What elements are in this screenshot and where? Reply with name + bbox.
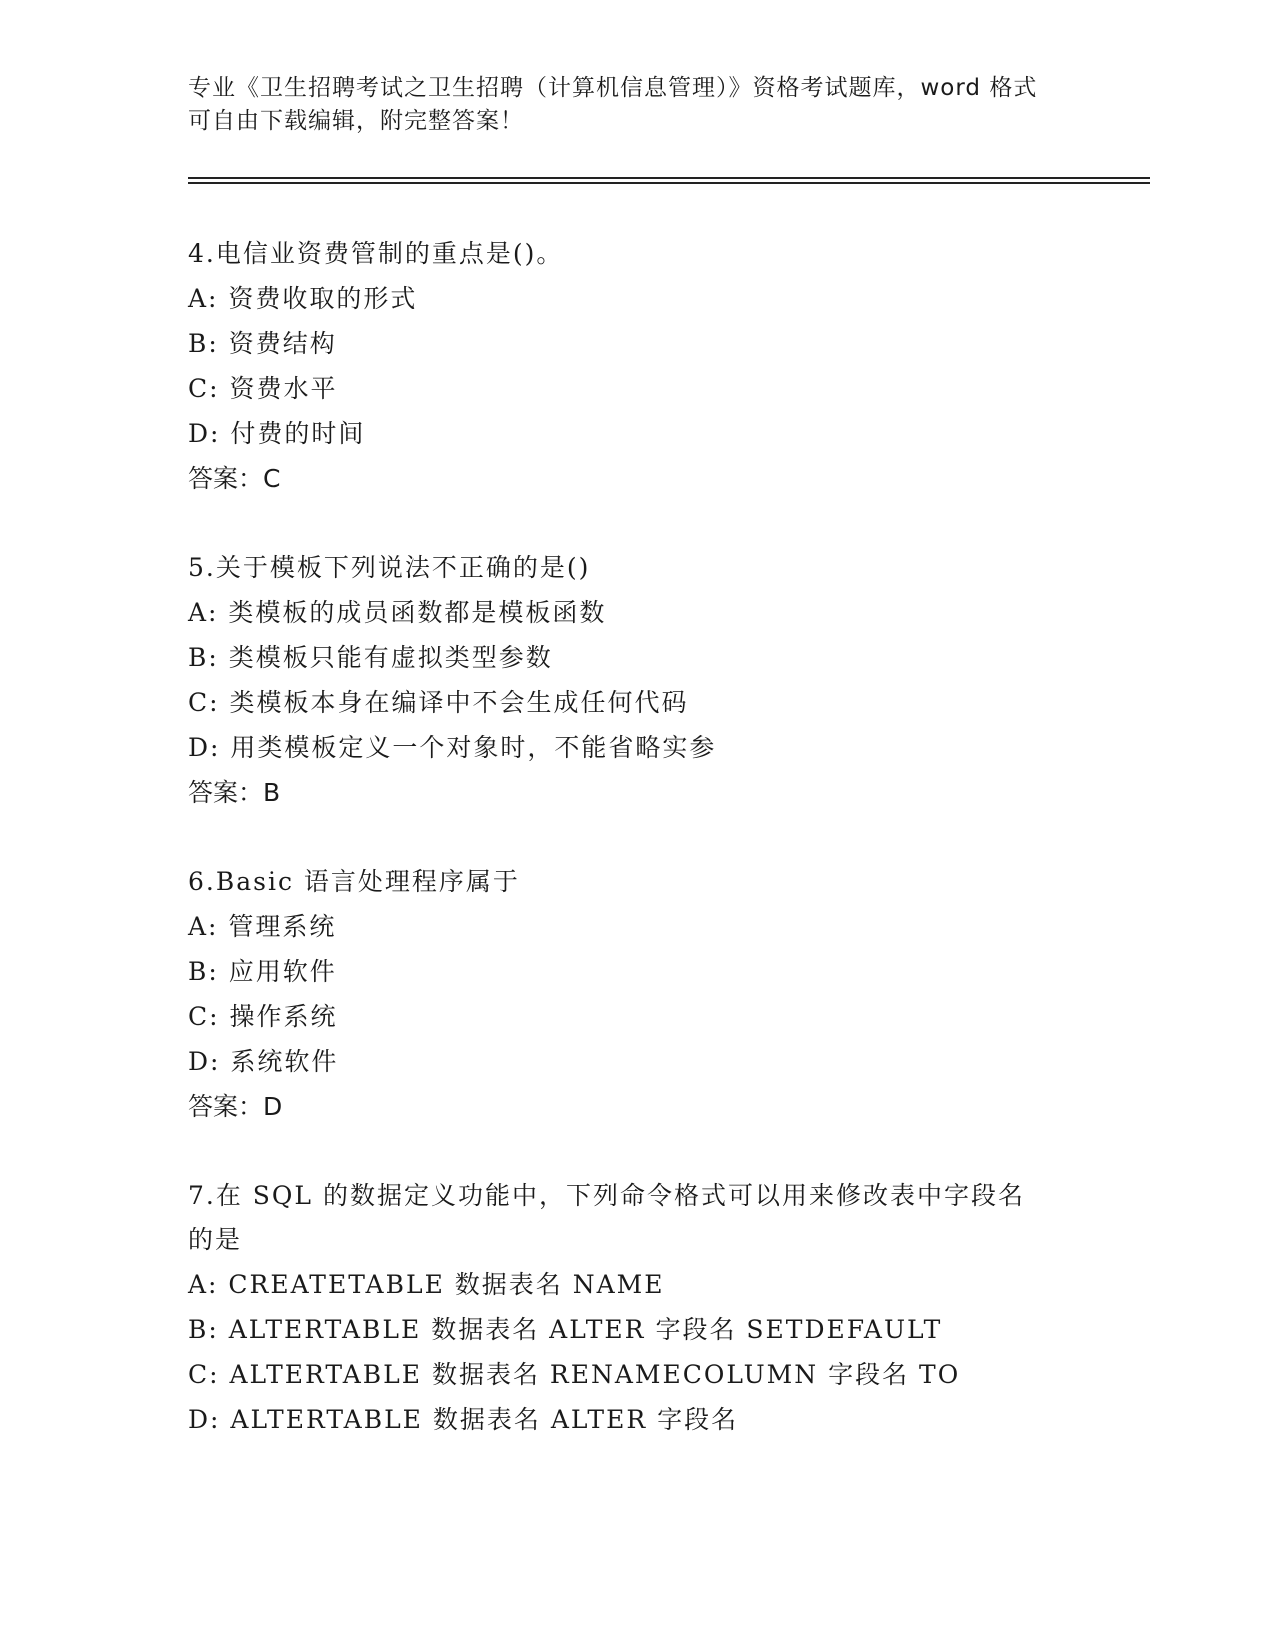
answer: 答案：D: [188, 1092, 283, 1121]
option-b: B: 应用软件: [188, 957, 337, 986]
option-c: C: 操作系统: [188, 1002, 338, 1031]
option-a: A: 管理系统: [188, 912, 337, 941]
question-title-line-2: 的是: [188, 1225, 243, 1254]
option-d: D: 用类模板定义一个对象时，不能省略实参: [188, 733, 717, 762]
option-d: D: 付费的时间: [188, 419, 366, 448]
document-header: [188, 72, 1088, 138]
option-d: D: 系统软件: [188, 1047, 339, 1076]
question-5: [188, 546, 1088, 816]
header-line-2: 可自由下载编辑，附完整答案！: [188, 108, 524, 134]
option-b: B: 类模板只能有虚拟类型参数: [188, 643, 553, 672]
header-divider-bottom: [188, 182, 1150, 184]
question-4: [188, 232, 1088, 502]
option-d: D: ALTERTABLE 数据表名 ALTER 字段名: [188, 1405, 739, 1434]
question-6: [188, 860, 1088, 1130]
option-c: C: 类模板本身在编译中不会生成任何代码: [188, 688, 689, 717]
option-a: A: 资费收取的形式: [188, 284, 418, 313]
question-7: [188, 1174, 1088, 1442]
option-b: B: 资费结构: [188, 329, 337, 358]
header-line-1: 专业《卫生招聘考试之卫生招聘（计算机信息管理）》资格考试题库，word 格式: [188, 75, 1038, 101]
question-title: 5.关于模板下列说法不正确的是(): [188, 553, 591, 582]
option-c: C: ALTERTABLE 数据表名 RENAMECOLUMN 字段名 TO: [188, 1360, 961, 1389]
header-divider-top: [188, 177, 1150, 179]
answer: 答案：B: [188, 778, 281, 807]
question-title-line-1: 7.在 SQL 的数据定义功能中，下列命令格式可以用来修改表中字段名: [188, 1181, 1025, 1210]
option-c: C: 资费水平: [188, 374, 338, 403]
question-title: 6.Basic 语言处理程序属于: [188, 867, 520, 896]
option-a: A: 类模板的成员函数都是模板函数: [188, 598, 607, 627]
option-b: B: ALTERTABLE 数据表名 ALTER 字段名 SETDEFAULT: [188, 1315, 943, 1344]
answer: 答案：C: [188, 464, 281, 493]
question-title: 4.电信业资费管制的重点是()。: [188, 239, 564, 268]
option-a: A: CREATETABLE 数据表名 NAME: [188, 1270, 665, 1299]
